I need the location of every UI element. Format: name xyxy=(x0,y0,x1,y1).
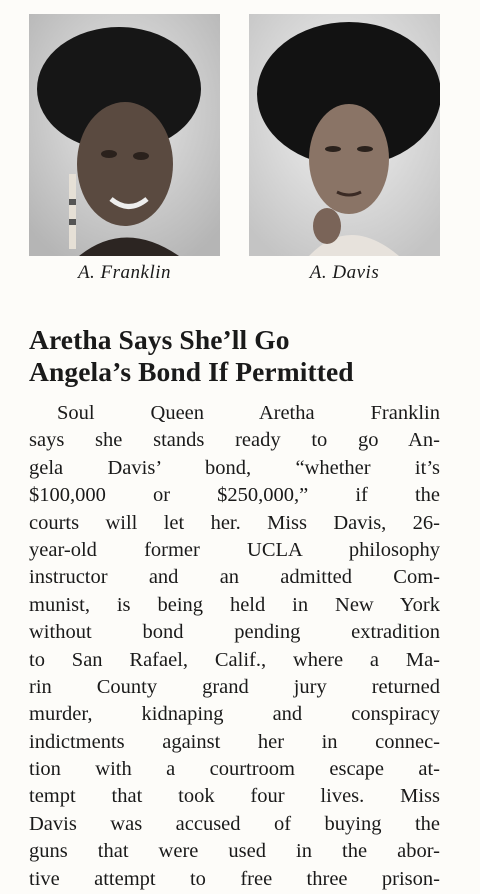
body-line: rin County grand jury returned xyxy=(29,675,440,698)
body-line: munist, is being held in New York xyxy=(29,593,440,616)
body-line: $100,000 or $250,000,” if the xyxy=(29,484,440,507)
body-line: year-old former UCLA philosophy xyxy=(29,538,440,561)
body-line: says she stands ready to go An- xyxy=(29,429,440,452)
photo-angela-davis xyxy=(249,14,440,256)
body-line: murder, kidnaping and conspiracy xyxy=(29,703,440,726)
body-line: guns that were used in the abor- xyxy=(29,840,440,863)
caption-right: A. Davis xyxy=(309,262,380,283)
portrait-left-illustration xyxy=(29,14,220,256)
body-line: tempt that took four lives. Miss xyxy=(29,785,440,808)
body-line: gela Davis’ bond, “whether it’s xyxy=(29,456,440,479)
headline-line-1: Aretha Says She’ll Go xyxy=(29,324,290,355)
body-line: instructor and an admitted Com- xyxy=(29,566,440,589)
article-headline xyxy=(29,324,449,388)
body-line: Davis was accused of buying the xyxy=(29,812,440,835)
photo-aretha-franklin xyxy=(29,14,220,256)
body-line: Soul Queen Aretha Franklin xyxy=(57,402,440,424)
photo-row xyxy=(0,0,480,300)
body-line: without bond pending extradition xyxy=(29,621,440,644)
body-line: tive attempt to free three prison- xyxy=(29,867,440,890)
portrait-right-illustration xyxy=(249,14,440,256)
body-line: to San Rafael, Calif., where a Ma- xyxy=(29,648,440,671)
body-line: courts will let her. Miss Davis, 26- xyxy=(29,511,440,534)
headline-line-2: Angela’s Bond If Permitted xyxy=(29,356,354,387)
body-line: indictments against her in connec- xyxy=(29,730,440,753)
caption-left: A. Franklin xyxy=(77,262,172,283)
body-line: tion with a courtroom escape at- xyxy=(29,758,440,781)
article-body xyxy=(29,400,440,893)
